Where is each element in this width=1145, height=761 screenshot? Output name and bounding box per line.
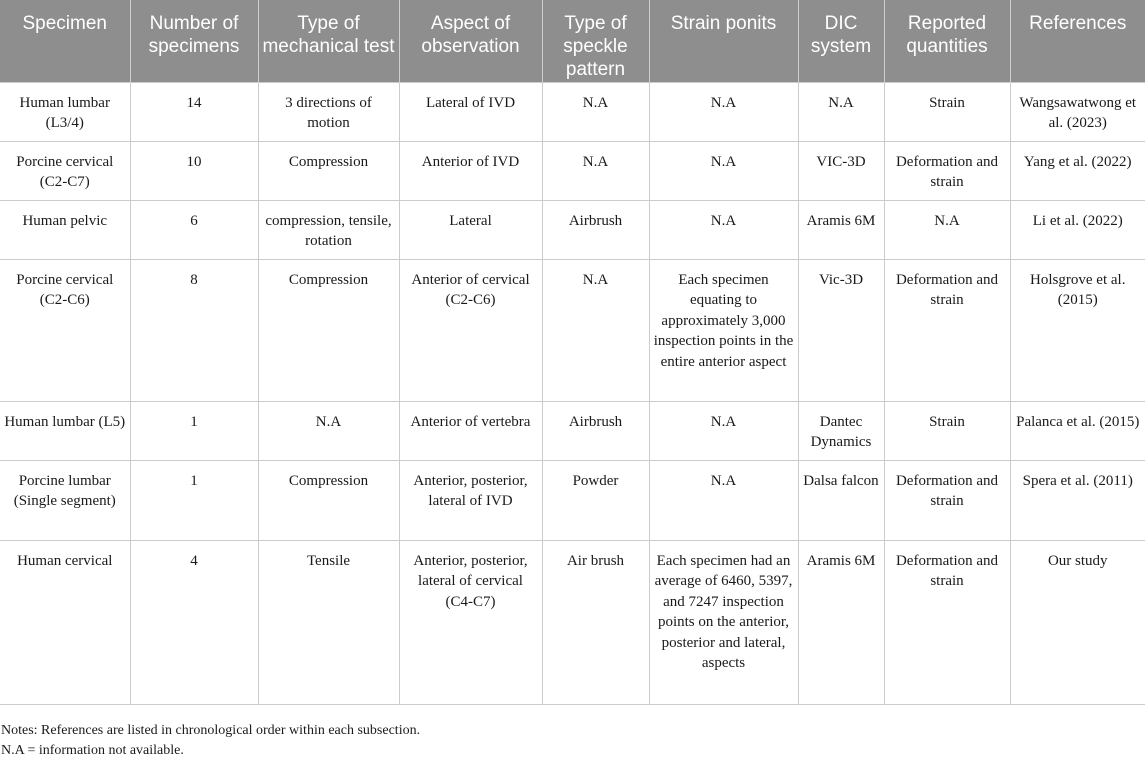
header-specimen: Specimen xyxy=(0,0,130,82)
header-row xyxy=(0,0,1145,82)
cell-quantities: Strain xyxy=(884,82,1010,141)
header-type-of-mechanical-test: Type of mechanical test xyxy=(258,0,399,82)
cell-speckle: N.A xyxy=(542,82,649,141)
cell-dic: N.A xyxy=(798,82,884,141)
table-row xyxy=(0,200,1145,259)
cell-test: 3 directions of motion xyxy=(258,82,399,141)
cell-strain-points: N.A xyxy=(649,200,798,259)
cell-speckle: Air brush xyxy=(542,540,649,704)
cell-dic: Vic-3D xyxy=(798,259,884,401)
table-row xyxy=(0,460,1145,540)
cell-strain-points: Each specimen equating to approximately 3,000 inspection points in the entire anterior aspect xyxy=(649,259,798,401)
cell-test: Tensile xyxy=(258,540,399,704)
cell-specimen: Human cervical xyxy=(0,540,130,704)
cell-strain-points: N.A xyxy=(649,141,798,200)
cell-aspect: Lateral xyxy=(399,200,542,259)
cell-quantities: Deformation and strain xyxy=(884,460,1010,540)
header-strain-points: Strain ponits xyxy=(649,0,798,82)
cell-specimen: Porcine cervical (C2-C7) xyxy=(0,141,130,200)
cell-aspect: Anterior of vertebra xyxy=(399,401,542,460)
cell-strain-points: N.A xyxy=(649,401,798,460)
cell-speckle: N.A xyxy=(542,141,649,200)
cell-speckle: Powder xyxy=(542,460,649,540)
header-reported-quantities: Reported quantities xyxy=(884,0,1010,82)
cell-speckle: Airbrush xyxy=(542,401,649,460)
header-aspect-of-observation: Aspect of observation xyxy=(399,0,542,82)
cell-dic: Aramis 6M xyxy=(798,200,884,259)
cell-test: Compression xyxy=(258,141,399,200)
cell-reference: Palanca et al. (2015) xyxy=(1010,401,1145,460)
cell-number: 6 xyxy=(130,200,258,259)
cell-specimen: Human lumbar (L5) xyxy=(0,401,130,460)
cell-strain-points: N.A xyxy=(649,460,798,540)
cell-specimen: Human pelvic xyxy=(0,200,130,259)
cell-test: Compression xyxy=(258,259,399,401)
header-dic-system: DIC system xyxy=(798,0,884,82)
cell-quantities: N.A xyxy=(884,200,1010,259)
cell-reference: Holsgrove et al. (2015) xyxy=(1010,259,1145,401)
cell-specimen: Porcine lumbar (Single segment) xyxy=(0,460,130,540)
header-references: References xyxy=(1010,0,1145,82)
cell-number: 14 xyxy=(130,82,258,141)
cell-number: 4 xyxy=(130,540,258,704)
cell-dic: Dantec Dynamics xyxy=(798,401,884,460)
cell-quantities: Deformation and strain xyxy=(884,141,1010,200)
cell-number: 1 xyxy=(130,401,258,460)
cell-aspect: Anterior of IVD xyxy=(399,141,542,200)
notes-line-na-definition: N.A = information not available. xyxy=(1,743,184,758)
cell-aspect: Anterior of cervical (C2-C6) xyxy=(399,259,542,401)
cell-dic: VIC-3D xyxy=(798,141,884,200)
cell-aspect: Anterior, posterior, lateral of IVD xyxy=(399,460,542,540)
cell-dic: Aramis 6M xyxy=(798,540,884,704)
table-row xyxy=(0,540,1145,704)
table-row xyxy=(0,401,1145,460)
cell-reference: Our study xyxy=(1010,540,1145,704)
table-row xyxy=(0,259,1145,401)
cell-speckle: N.A xyxy=(542,259,649,401)
cell-aspect: Anterior, posterior, lateral of cervical (C4-C7) xyxy=(399,540,542,704)
cell-quantities: Strain xyxy=(884,401,1010,460)
notes-line-chronology: Notes: References are listed in chronological order within each subsection. xyxy=(1,723,421,738)
table-row xyxy=(0,82,1145,141)
header-number-of-specimens: Number of specimens xyxy=(130,0,258,82)
cell-speckle: Airbrush xyxy=(542,200,649,259)
table-notes xyxy=(1,721,420,761)
cell-reference: Wangsawatwong et al. (2023) xyxy=(1010,82,1145,141)
table-row xyxy=(0,141,1145,200)
cell-quantities: Deformation and strain xyxy=(884,540,1010,704)
cell-test: Compression xyxy=(258,460,399,540)
cell-number: 8 xyxy=(130,259,258,401)
cell-number: 1 xyxy=(130,460,258,540)
cell-reference: Li et al. (2022) xyxy=(1010,200,1145,259)
cell-test: compression, tensile, rotation xyxy=(258,200,399,259)
cell-strain-points: Each specimen had an average of 6460, 5397, and 7247 inspection points on the anterior, posterior and lateral, aspects xyxy=(649,540,798,704)
header-type-of-speckle-pattern: Type of speckle pattern xyxy=(542,0,649,82)
cell-reference: Spera et al. (2011) xyxy=(1010,460,1145,540)
cell-strain-points: N.A xyxy=(649,82,798,141)
cell-dic: Dalsa falcon xyxy=(798,460,884,540)
cell-specimen: Porcine cervical (C2-C6) xyxy=(0,259,130,401)
cell-test: N.A xyxy=(258,401,399,460)
cell-aspect: Lateral of IVD xyxy=(399,82,542,141)
cell-specimen: Human lumbar (L3/4) xyxy=(0,82,130,141)
cell-quantities: Deformation and strain xyxy=(884,259,1010,401)
cell-number: 10 xyxy=(130,141,258,200)
cell-reference: Yang et al. (2022) xyxy=(1010,141,1145,200)
